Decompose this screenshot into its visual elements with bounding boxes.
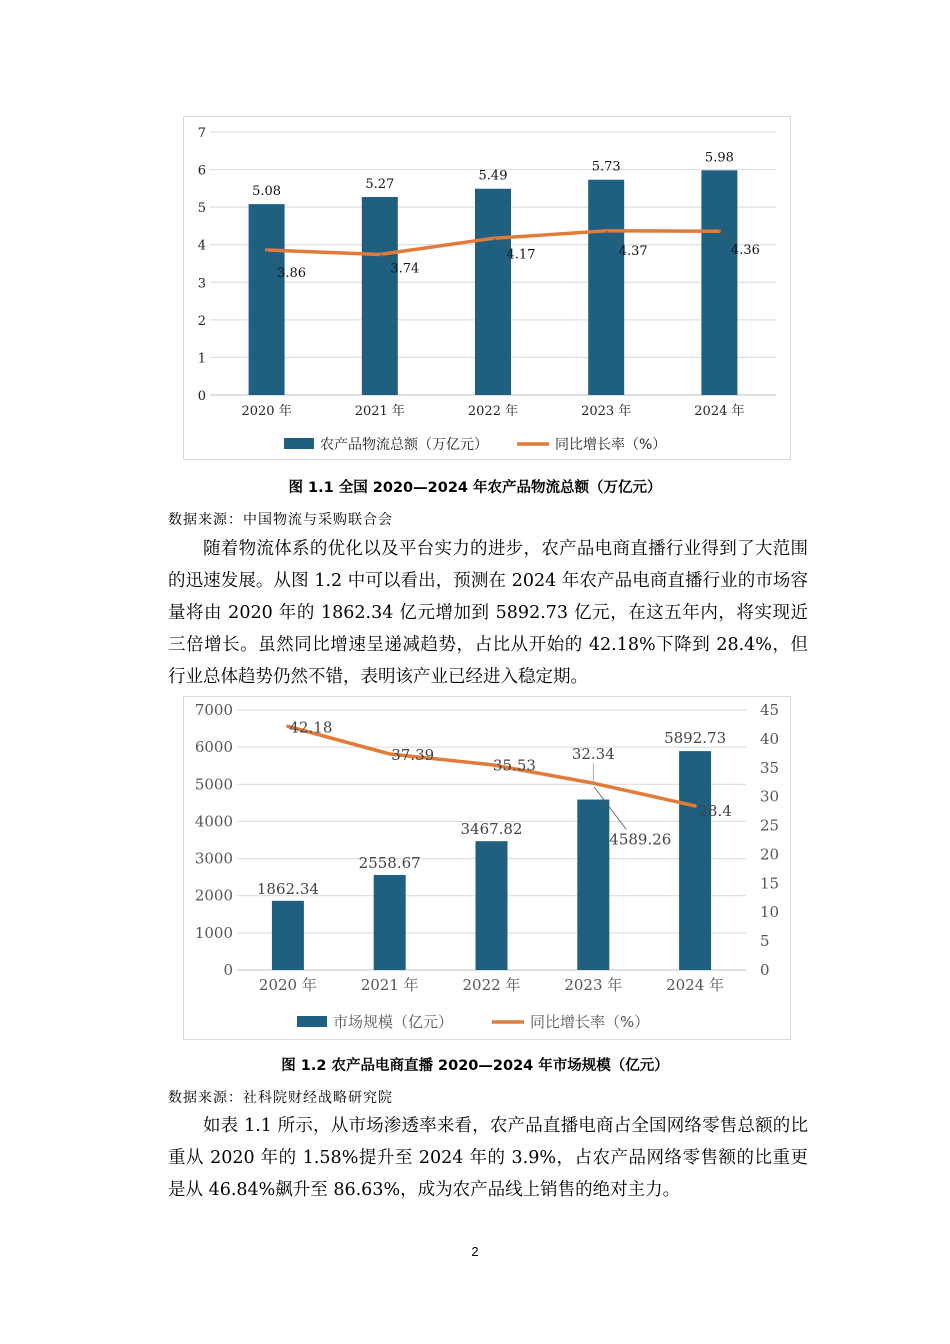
bar-value-label: 4589.26 bbox=[609, 830, 672, 849]
line-value-label: 3.74 bbox=[390, 261, 420, 277]
bar-value-label: 5.98 bbox=[704, 150, 734, 166]
y2-tick-label: 45 bbox=[760, 701, 780, 719]
page-number: 2 bbox=[471, 1244, 479, 1259]
y-tick-label: 4000 bbox=[194, 812, 233, 831]
y-tick-label: 6 bbox=[197, 163, 206, 179]
y-tick-label: 4 bbox=[197, 238, 206, 254]
logistics-chart-svg bbox=[184, 117, 790, 459]
y2-tick-label: 15 bbox=[760, 874, 780, 893]
legend-bar-label: 农产品物流总额（万亿元） bbox=[320, 437, 488, 453]
legend-line-label: 同比增长率（%） bbox=[555, 437, 667, 453]
line-value-label: 28.4 bbox=[698, 801, 732, 820]
bar-value-label: 5.49 bbox=[478, 168, 508, 184]
y-tick-label: 3 bbox=[197, 276, 206, 292]
y-tick-label: 2 bbox=[197, 313, 206, 329]
line-value-label: 4.37 bbox=[618, 243, 648, 259]
y2-tick-label: 5 bbox=[760, 932, 770, 951]
bar-value-label: 5.08 bbox=[252, 184, 282, 200]
y2-tick-label: 35 bbox=[760, 758, 780, 777]
y-tick-label: 7 bbox=[197, 126, 206, 141]
bar bbox=[577, 800, 609, 970]
x-tick-label: 2023 年 bbox=[581, 404, 632, 419]
line-value-label: 4.36 bbox=[730, 243, 760, 259]
y-tick-label: 7000 bbox=[194, 701, 233, 719]
legend-line-label: 同比增长率（%） bbox=[530, 1013, 650, 1031]
bar-value-label: 5.73 bbox=[591, 159, 621, 175]
bar-value-label: 1862.34 bbox=[256, 879, 319, 898]
bar bbox=[475, 189, 511, 395]
figure-2-caption: 图 1.2 农产品电商直播 2020—2024 年市场规模（亿元） bbox=[281, 1058, 669, 1074]
bar bbox=[701, 170, 737, 395]
legend-bar-swatch bbox=[284, 438, 314, 449]
y-tick-label: 0 bbox=[197, 389, 206, 404]
bar bbox=[588, 180, 624, 395]
figure-1-source: 数据来源：中国物流与采购联合会 bbox=[168, 512, 393, 528]
growth-rate-line bbox=[288, 726, 695, 806]
x-tick-label: 2022 年 bbox=[462, 976, 521, 994]
bar-value-label: 2558.67 bbox=[358, 853, 421, 872]
bar bbox=[249, 204, 285, 395]
y2-tick-label: 30 bbox=[760, 787, 780, 806]
bar bbox=[272, 901, 304, 970]
x-tick-label: 2024 年 bbox=[666, 976, 725, 994]
y-tick-label: 1 bbox=[197, 351, 206, 367]
y2-tick-label: 25 bbox=[760, 816, 780, 835]
bar bbox=[476, 841, 508, 970]
bar-value-label: 3467.82 bbox=[460, 820, 523, 839]
bar bbox=[362, 197, 398, 395]
x-tick-label: 2023 年 bbox=[564, 976, 623, 994]
x-tick-label: 2020 年 bbox=[258, 976, 317, 994]
legend-bar-swatch bbox=[297, 1016, 327, 1027]
line-value-label: 35.53 bbox=[493, 756, 536, 775]
x-tick-label: 2021 年 bbox=[354, 404, 405, 419]
y-tick-label: 5 bbox=[197, 201, 206, 217]
y-tick-label: 3000 bbox=[194, 849, 233, 868]
line-value-label: 3.86 bbox=[277, 265, 307, 281]
market-size-chart-svg bbox=[184, 697, 790, 1039]
x-tick-label: 2022 年 bbox=[467, 404, 519, 419]
body-paragraph-2: 如表 1.1 所示，从市场渗透率来看，农产品直播电商占全国网络零售总额的比重从 2020 年的 1.58%提升至 2024 年的 3.9%，占农产品网络零售额的比重更是从 46.84%飙升至 86.63%，成为农产品线上销售的绝对主力。 bbox=[168, 1116, 808, 1200]
y2-tick-label: 0 bbox=[760, 961, 770, 979]
y-tick-label: 2000 bbox=[194, 886, 233, 905]
line-value-label: 32.34 bbox=[571, 745, 615, 764]
bar bbox=[679, 751, 711, 970]
x-tick-label: 2021 年 bbox=[360, 976, 419, 994]
figure-1-caption: 图 1.1 全国 2020—2024 年农产品物流总额（万亿元） bbox=[288, 480, 662, 496]
body-paragraph-1: 随着物流体系的优化以及平台实力的进步，农产品电商直播行业得到了大范围的迅速发展。从图 1.2 中可以看出，预测在 2024 年农产品电商直播行业的市场容量将由 2020 年的 1862.34 亿元增加到 5892.73 亿元，在这五年内，将实现近三倍增长。虽然同比增速呈递减趋势，占比从开始的 42.18%下降到 28.4%，但行业总体趋势仍然不错，表明该产业已经进入稳定期。 bbox=[168, 539, 808, 687]
y-tick-label: 6000 bbox=[194, 738, 233, 757]
y2-tick-label: 10 bbox=[760, 903, 780, 922]
line-value-label: 42.18 bbox=[289, 718, 333, 737]
market-size-chart bbox=[183, 696, 791, 1040]
y-tick-label: 1000 bbox=[194, 923, 233, 942]
x-tick-label: 2020 年 bbox=[241, 404, 292, 419]
legend-bar-label: 市场规模（亿元） bbox=[333, 1013, 454, 1031]
figure-2-source: 数据来源：社科院财经战略研究院 bbox=[168, 1090, 393, 1106]
y-tick-label: 5000 bbox=[194, 775, 233, 794]
y-tick-label: 0 bbox=[223, 961, 233, 979]
y2-tick-label: 20 bbox=[760, 845, 780, 864]
bar-value-label: 5892.73 bbox=[664, 729, 727, 748]
line-value-label: 4.17 bbox=[506, 247, 536, 263]
x-tick-label: 2024 年 bbox=[694, 404, 745, 419]
bar-value-label: 5.27 bbox=[365, 176, 395, 192]
bar bbox=[374, 875, 406, 970]
line-value-label: 37.39 bbox=[391, 745, 435, 764]
logistics-chart bbox=[183, 116, 791, 460]
y2-tick-label: 40 bbox=[760, 729, 780, 748]
